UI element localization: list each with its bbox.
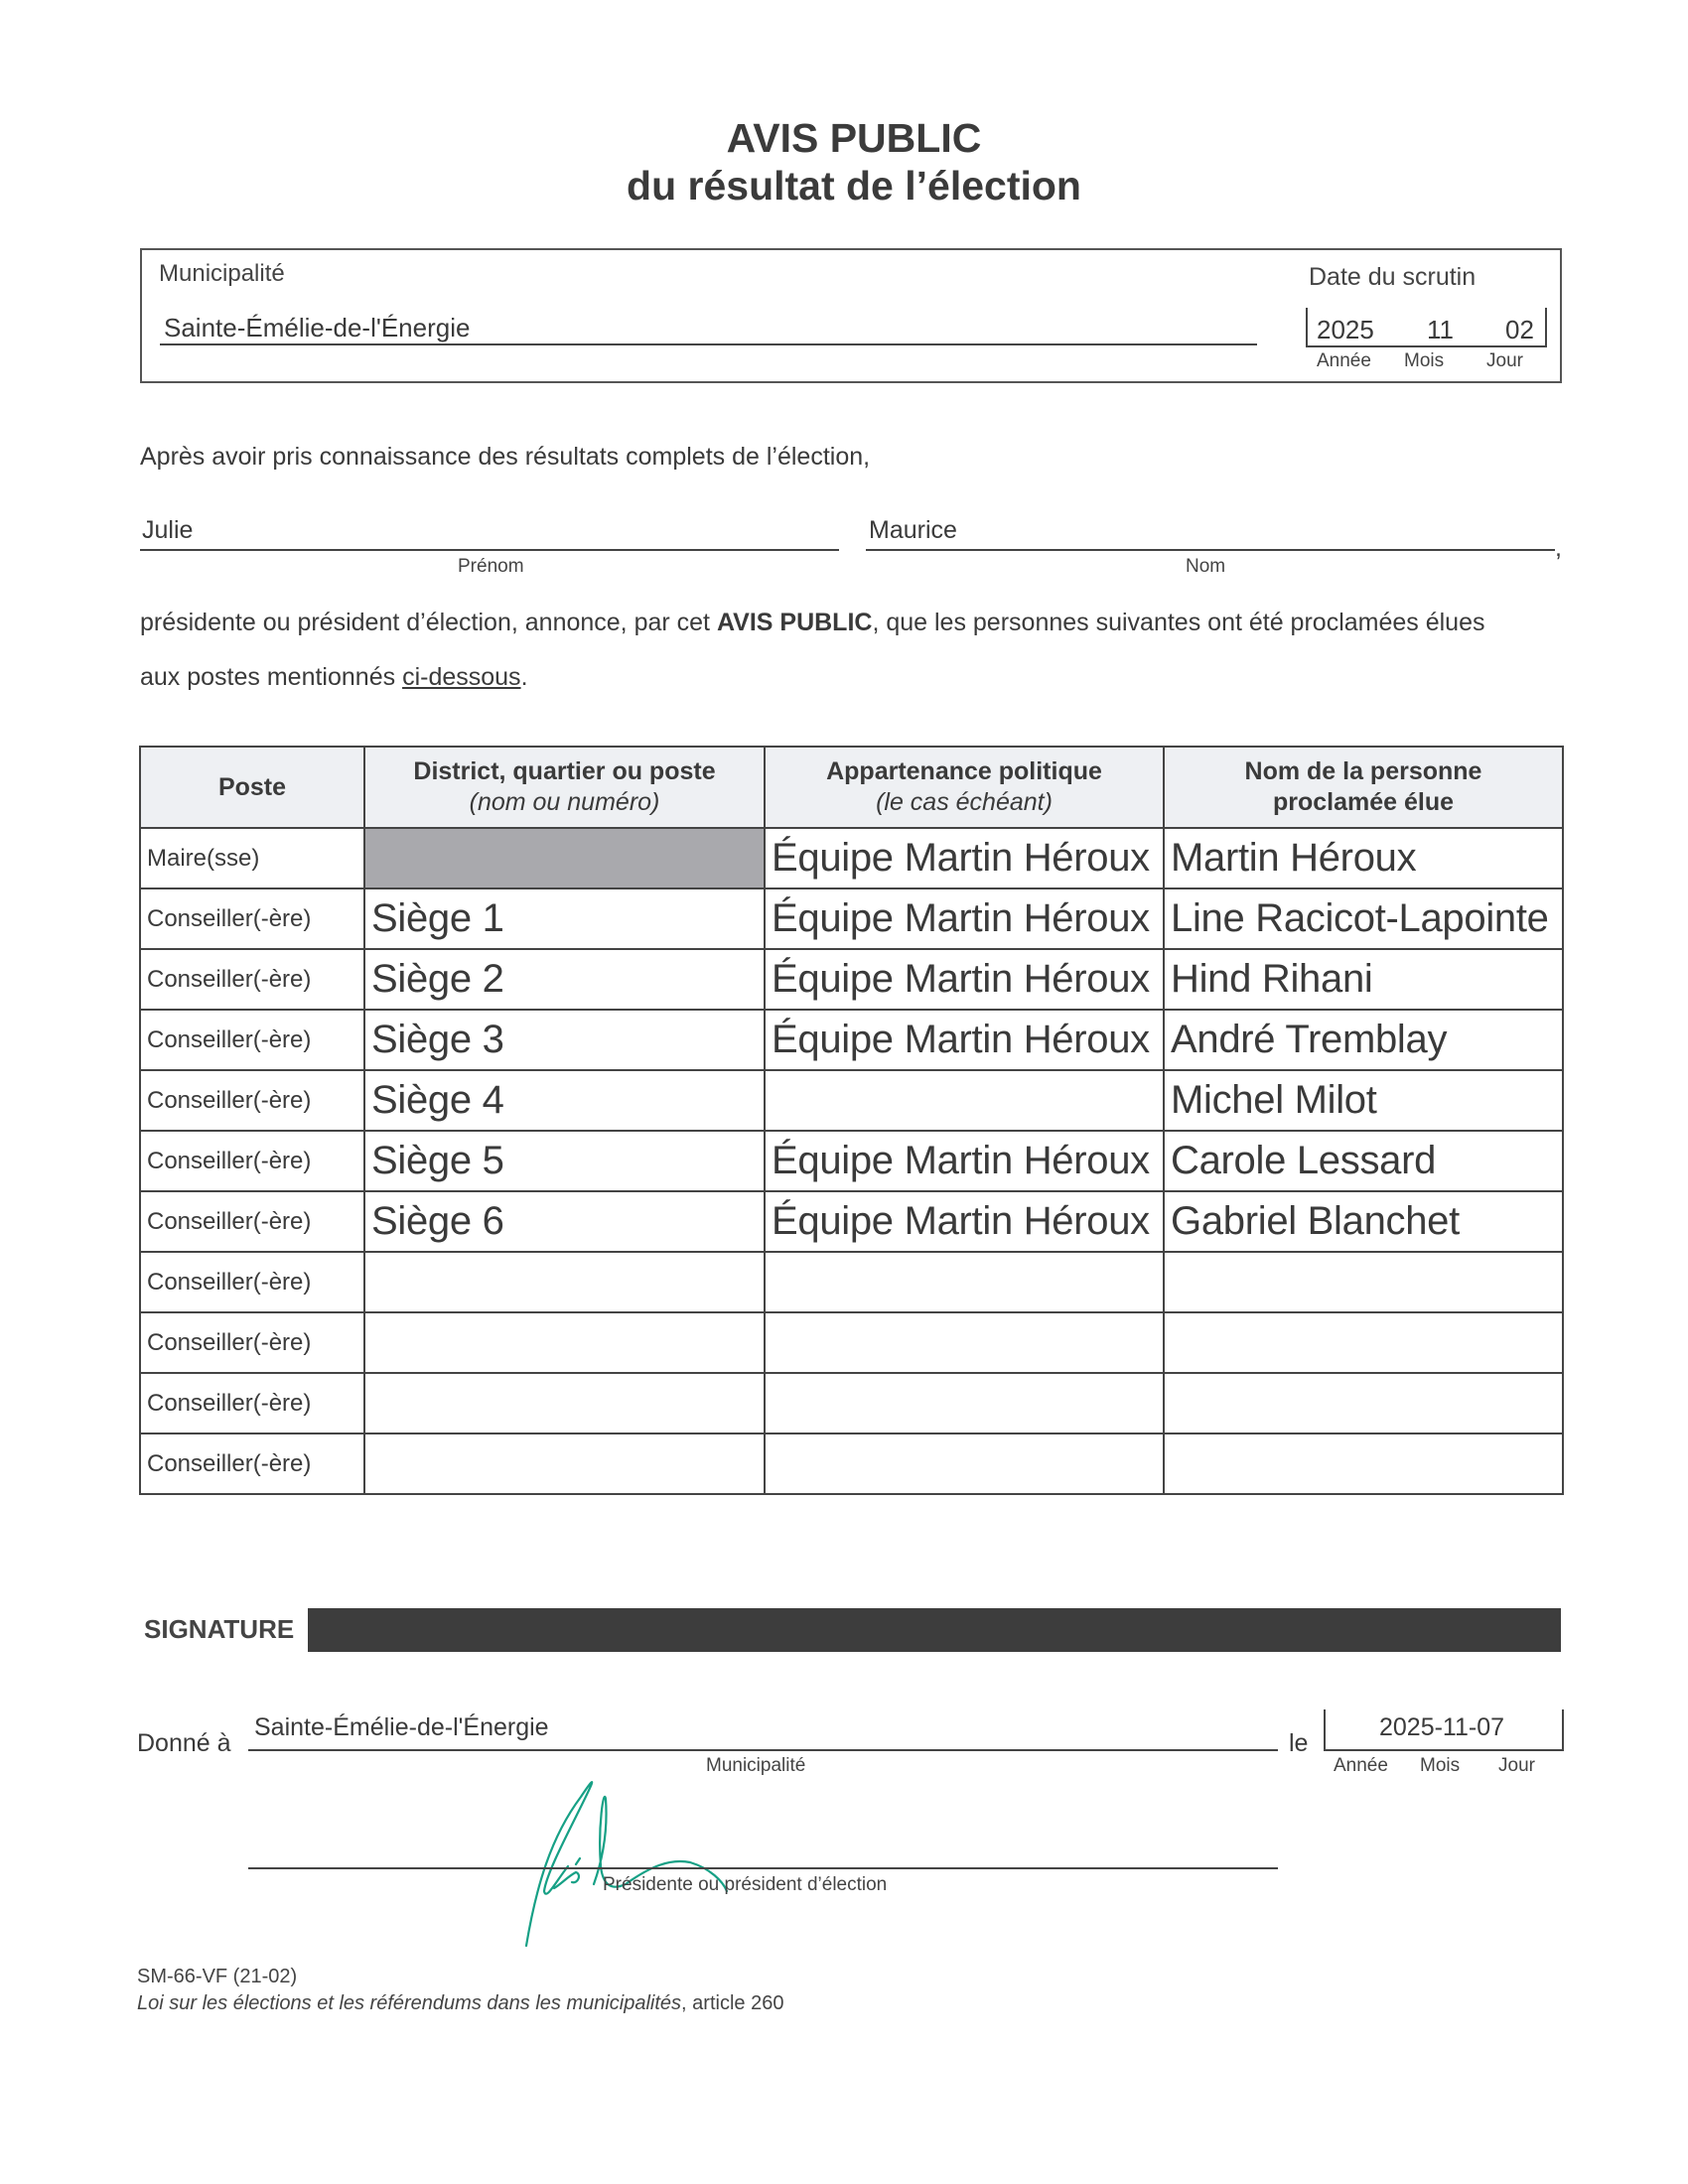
cell-party[interactable] xyxy=(765,1252,1164,1312)
cell-name[interactable] xyxy=(1164,1373,1563,1433)
given-at-municipality-label: Municipalité xyxy=(706,1755,806,1776)
handwritten-signature-icon xyxy=(477,1767,914,1966)
cell-poste: Conseiller(-ère) xyxy=(140,1312,364,1373)
header-district: District, quartier ou poste (nom ou numéro) xyxy=(364,747,765,828)
cell-name[interactable] xyxy=(1164,1252,1563,1312)
signer-label: Présidente ou président d’élection xyxy=(603,1874,888,1895)
table-row xyxy=(140,888,1563,949)
cell-district[interactable]: Siège 2 xyxy=(364,949,765,1010)
cell-party[interactable] xyxy=(765,1070,1164,1131)
cell-name[interactable]: André Tremblay xyxy=(1164,1010,1563,1070)
given-at-label: Donné à xyxy=(137,1729,231,1757)
announcement-line-2 xyxy=(140,663,528,692)
page-title: AVIS PUBLIC xyxy=(726,115,982,161)
cell-party[interactable]: Équipe Martin Héroux xyxy=(765,888,1164,949)
table-row xyxy=(140,1010,1563,1070)
cell-name[interactable]: Hind Rihani xyxy=(1164,949,1563,1010)
cell-name[interactable]: Gabriel Blanchet xyxy=(1164,1191,1563,1252)
announcement-line-1 xyxy=(140,609,1485,637)
cell-district[interactable]: Siège 3 xyxy=(364,1010,765,1070)
signature-date-month-label: Mois xyxy=(1420,1755,1461,1776)
last-name-label: Nom xyxy=(1186,556,1226,577)
signer-underline xyxy=(248,1867,1278,1869)
table-row xyxy=(140,1312,1563,1373)
cell-district[interactable] xyxy=(364,1433,765,1494)
table-row xyxy=(140,1433,1563,1494)
cell-district[interactable] xyxy=(364,1312,765,1373)
cell-name[interactable]: Michel Milot xyxy=(1164,1070,1563,1131)
cell-district[interactable]: Siège 5 xyxy=(364,1131,765,1191)
election-date-day-label: Jour xyxy=(1486,350,1523,371)
last-name-comma: , xyxy=(1555,534,1562,562)
law-article: , article 260 xyxy=(681,1992,784,2014)
election-date-month-label: Mois xyxy=(1404,350,1445,371)
page-subtitle: du résultat de l’élection xyxy=(627,163,1081,208)
election-date-year-label: Année xyxy=(1317,350,1371,371)
cell-poste: Conseiller(-ère) xyxy=(140,1433,364,1494)
date-le-label: le xyxy=(1289,1729,1309,1757)
cell-name[interactable] xyxy=(1164,1312,1563,1373)
announcement-text-3: aux postes mentionnés xyxy=(140,663,403,691)
cell-poste: Conseiller(-ère) xyxy=(140,949,364,1010)
last-name-underline xyxy=(866,549,1555,551)
municipality-value[interactable]: Sainte-Émélie-de-l'Énergie xyxy=(164,313,471,342)
cell-district[interactable] xyxy=(364,1373,765,1433)
first-name-value[interactable]: Julie xyxy=(142,516,194,544)
header-elected-name: Nom de la personne proclamée élue xyxy=(1164,747,1563,828)
form-code: SM-66-VF (21-02) xyxy=(137,1966,298,1987)
cell-district[interactable] xyxy=(364,1252,765,1312)
signature-date-value: 2025-11-07 xyxy=(1378,1713,1505,1741)
cell-poste: Conseiller(-ère) xyxy=(140,1131,364,1191)
cell-party[interactable] xyxy=(765,1312,1164,1373)
intro-sentence: Après avoir pris connaissance des résultats complets de l’élection, xyxy=(140,443,871,471)
announcement-text-4: . xyxy=(520,663,528,691)
cell-party[interactable]: Équipe Martin Héroux xyxy=(765,1131,1164,1191)
header-poste: Poste xyxy=(140,747,364,828)
cell-district[interactable]: Siège 6 xyxy=(364,1191,765,1252)
municipality-underline xyxy=(160,343,1257,345)
announcement-bold: AVIS PUBLIC xyxy=(716,609,873,636)
cell-name[interactable]: Carole Lessard xyxy=(1164,1131,1563,1191)
table-header-row xyxy=(140,747,1563,828)
announcement-text-1: présidente ou président d’élection, annonce, par cet xyxy=(140,609,717,636)
cell-district-disabled xyxy=(364,828,765,888)
election-date-year: 2025 xyxy=(1317,315,1374,344)
first-name-label: Prénom xyxy=(458,556,524,577)
header-party: Appartenance politique (le cas échéant) xyxy=(765,747,1164,828)
table-row xyxy=(140,828,1563,888)
cell-poste: Conseiller(-ère) xyxy=(140,1373,364,1433)
announcement-text-2: , que les personnes suivantes ont été proclamées élues xyxy=(872,609,1485,636)
law-title: Loi sur les élections et les référendums dans les municipalités xyxy=(137,1992,682,2014)
election-date-month: 11 xyxy=(1427,315,1454,344)
signature-date-day-label: Jour xyxy=(1498,1755,1535,1776)
results-table xyxy=(139,746,1564,1495)
signature-section-label: SIGNATURE xyxy=(144,1614,295,1644)
cell-party[interactable]: Équipe Martin Héroux xyxy=(765,1191,1164,1252)
table-row xyxy=(140,1191,1563,1252)
table-row xyxy=(140,1252,1563,1312)
first-name-underline xyxy=(140,549,839,551)
table-row xyxy=(140,949,1563,1010)
last-name-value[interactable]: Maurice xyxy=(869,516,957,544)
cell-poste: Conseiller(-ère) xyxy=(140,1191,364,1252)
cell-party[interactable]: Équipe Martin Héroux xyxy=(765,1010,1164,1070)
cell-party[interactable]: Équipe Martin Héroux xyxy=(765,949,1164,1010)
cell-poste: Conseiller(-ère) xyxy=(140,1010,364,1070)
cell-poste: Conseiller(-ère) xyxy=(140,1070,364,1131)
cell-district[interactable]: Siège 4 xyxy=(364,1070,765,1131)
table-row xyxy=(140,1131,1563,1191)
cell-name[interactable]: Martin Héroux xyxy=(1164,828,1563,888)
cell-party[interactable] xyxy=(765,1373,1164,1433)
signature-date-year-label: Année xyxy=(1334,1755,1388,1776)
election-date-day: 02 xyxy=(1505,315,1534,344)
law-reference xyxy=(137,1992,783,2015)
table-row xyxy=(140,1373,1563,1433)
cell-name[interactable] xyxy=(1164,1433,1563,1494)
election-date-label: Date du scrutin xyxy=(1309,263,1477,291)
cell-poste: Conseiller(-ère) xyxy=(140,1252,364,1312)
cell-poste: Conseiller(-ère) xyxy=(140,888,364,949)
cell-party[interactable]: Équipe Martin Héroux xyxy=(765,828,1164,888)
cell-district[interactable]: Siège 1 xyxy=(364,888,765,949)
cell-poste: Maire(sse) xyxy=(140,828,364,888)
municipality-label: Municipalité xyxy=(159,260,285,287)
cell-party[interactable] xyxy=(765,1433,1164,1494)
signature-section-bar xyxy=(308,1608,1561,1652)
cell-name[interactable]: Line Racicot-Lapointe xyxy=(1164,888,1563,949)
ci-dessous-link[interactable]: ci-dessous xyxy=(402,663,521,691)
given-at-value[interactable]: Sainte-Émélie-de-l'Énergie xyxy=(254,1713,549,1741)
given-at-underline xyxy=(248,1749,1278,1751)
table-row xyxy=(140,1070,1563,1131)
